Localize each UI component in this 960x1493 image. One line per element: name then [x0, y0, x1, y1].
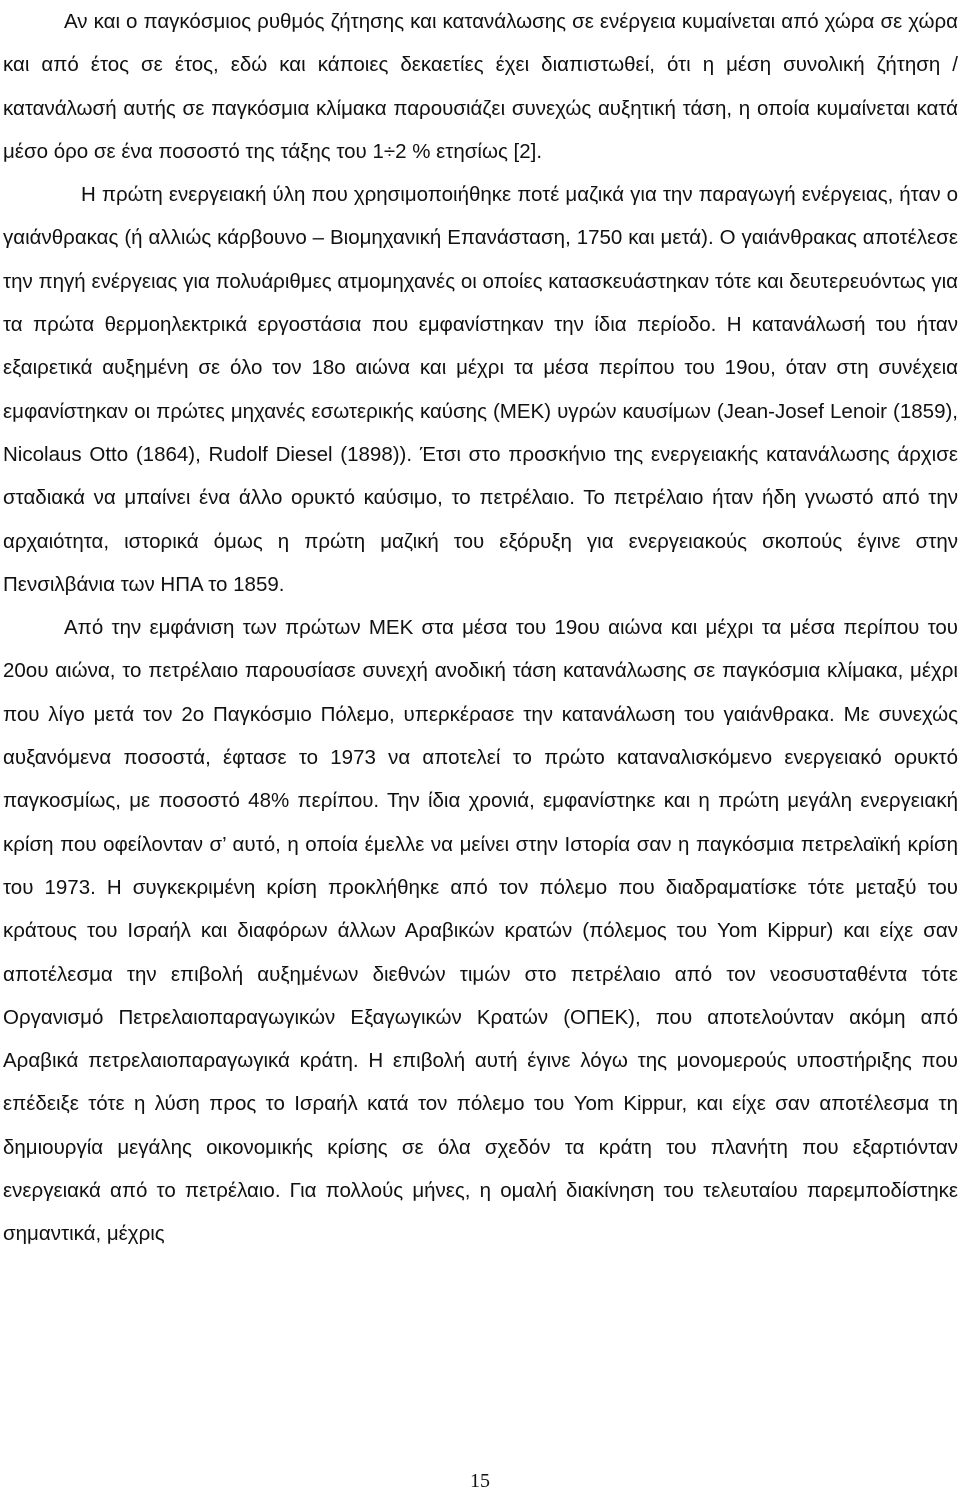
paragraph-oil-crisis: Από την εμφάνιση των πρώτων ΜΕΚ στα μέσα του 19ου αιώνα και μέχρι τα μέσα περίπου του 20ου αιώνα, το πετρέλαιο παρουσίασε συνεχή ανοδική τάση κατανάλωσης σε παγκόσμια κλίμακα, μέχρι που λίγο μετά τον 2ο Παγκόσμιο Πόλεμο, υπερκέρασε την κατανάλωση του γαιάνθρακα. Με συνεχώς αυξανόμενα ποσοστά, έφτασε το 1973 να αποτελεί το πρώτο καταναλισκόμενο ενεργειακό ορυκτό παγκοσμίως, με ποσοστό 48% περίπου. Την ίδια χρονιά, εμφανίστηκε και η πρώτη μεγάλη ενεργειακή κρίση που οφείλονταν σ’ αυτό, η οποία έμελλε να μείνει στην Ιστορία σαν η παγκόσμια πετρελαϊκή κρίση του 1973. Η συγκεκριμένη κρίση προκλήθηκε από τον πόλεμο που διαδραματίσκε τότε μεταξύ του κράτους του Ισραήλ και διαφόρων άλλων Αραβικών κρατών (πόλεμος του Yom Kippur) και είχε σαν αποτέλεσμα την επιβολή αυξημένων διεθνών τιμών στο πετρέλαιο από τον νεοσυσταθέντα τότε Οργανισμό Πετρελαιοπαραγωγικών Εξαγωγικών Κρατών (ΟΠΕΚ), που αποτελούνταν ακόμη από Αραβικά πετρελαιοπαραγωγικά κράτη. Η επιβολή αυτή έγινε λόγω της μονομερούς υποστήριξης που επέδειξε τότε η λύση προς το Ισραήλ κατά τον πόλεμο του Yom Kippur, και είχε σαν αποτέλεσμα τη δημιουργία μεγάλης οικονομικής κρίσης σε όλα σχεδόν τα κράτη του πλανήτη που εξαρτιόνταν ενεργειακά από το πετρέλαιο. Για πολλούς μήνες, η ομαλή διακίνηση του τελευταίου παρεμποδίστηκε σημαντικά, μέχρις	[3, 616, 958, 1246]
paragraph-coal-history: Η πρώτη ενεργειακή ύλη που χρησιμοποιήθηκε ποτέ μαζικά για την παραγωγή ενέργειας, ήταν ο γαιάνθρακας (ή αλλιώς κάρβουνο – Βιομηχανική Επανάσταση, 1750 και μετά). Ο γαιάνθρακας αποτέλεσε την πηγή ενέργειας για πολυάριθμες ατμομηχανές οι οποίες κατασκευάστηκαν τότε και δευτερευόντως για τα πρώτα θερμοηλεκτρικά εργοστάσια που εμφανίστηκαν την ίδια περίοδο. Η κατανάλωσή του ήταν εξαιρετικά αυξημένη σε όλο τον 18ο αιώνα και μέχρι τα μέσα περίπου του 19ου, όταν στη συνέχεια εμφανίστηκαν οι πρώτες μηχανές εσωτερικής καύσης (ΜΕΚ) υγρών καυσίμων (Jean-Josef Lenoir (1859), Nicolaus Otto (1864), Rudolf Diesel (1898)). Έτσι στο προσκήνιο της ενεργειακής κατανάλωσης άρχισε σταδιακά να μπαίνει ένα άλλο ορυκτό καύσιμο, το πετρέλαιο. Το πετρέλαιο ήταν ήδη γνωστό από την αρχαιότητα, ιστορικά όμως η πρώτη μαζική του εξόρυξη για ενεργειακούς σκοπούς έγινε στην Πενσιλβάνια των ΗΠΑ το 1859.	[3, 183, 958, 596]
paragraph-energy-demand: Αν και ο παγκόσμιος ρυθμός ζήτησης και κατανάλωσης σε ενέργεια κυμαίνεται από χώρα σε χώρα και από έτος σε έτος, εδώ και κάποιες δεκαετίες έχει διαπιστωθεί, ότι η μέση συνολική ζήτηση / κατανάλωσή αυτής σε παγκόσμια κλίμακα παρουσιάζει συνεχώς αυξητική τάση, η οποία κυμαίνεται κατά μέσο όρο σε ένα ποσοστό της τάξης του 1÷2 % ετησίως [2].	[3, 10, 958, 163]
body-text	[3, 0, 958, 1256]
page-number: 15	[470, 1470, 490, 1492]
